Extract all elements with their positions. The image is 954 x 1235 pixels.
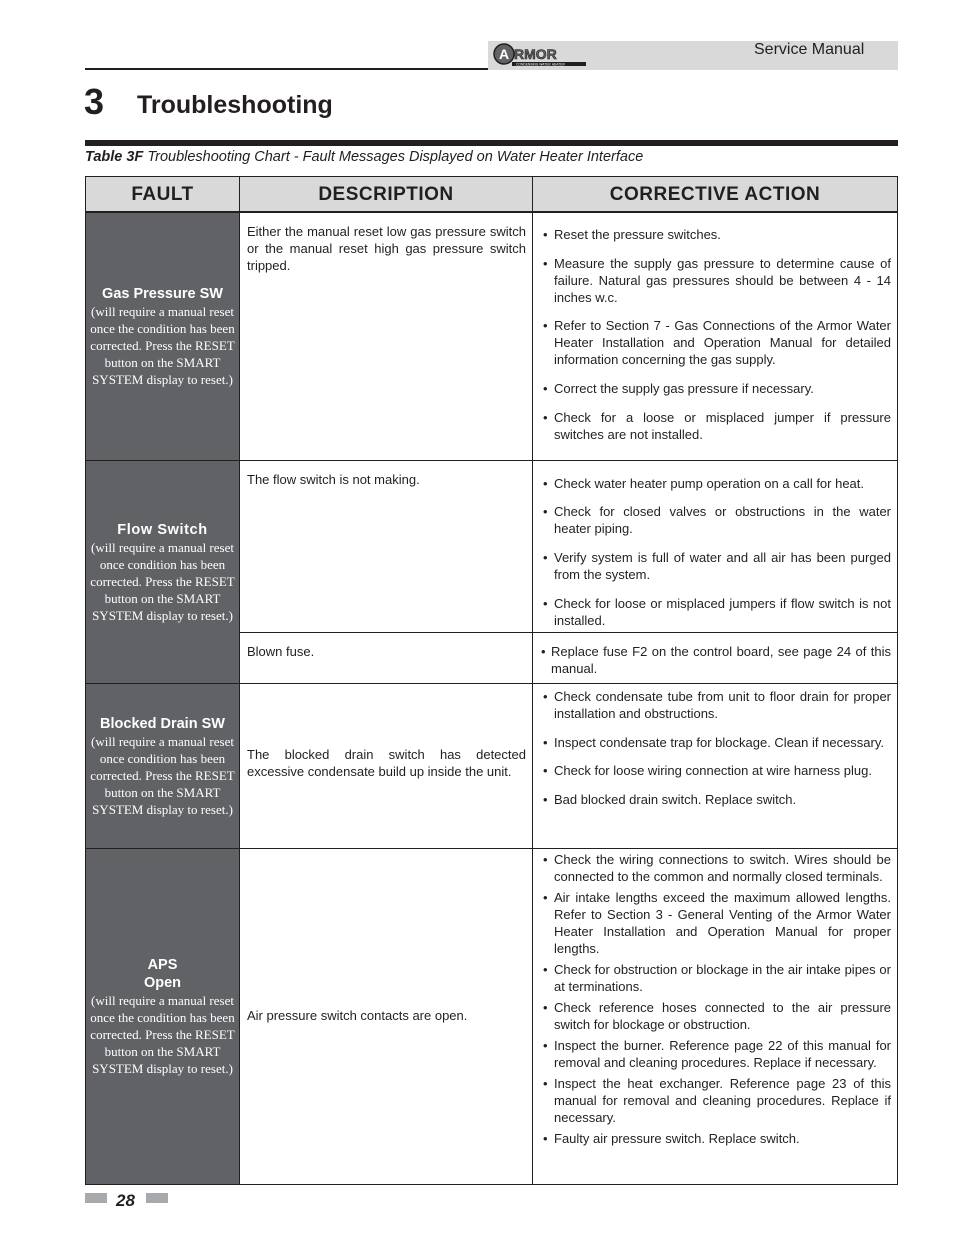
row-divider (85, 460, 898, 461)
action-item: • Check reference hoses connected to the air pressure switch for blockage or obstruction. (543, 999, 891, 1033)
column-header-fault: FAULT (86, 177, 239, 212)
fault-name: Gas Pressure SW (102, 286, 223, 302)
action-item: • Air intake lengths exceed the maximum allowed lengths. Refer to Section 3 - General Venting of the Armor Water Heater Installation and Operation Manual for proper lengths. (543, 889, 891, 957)
action-item: • Inspect the heat exchanger. Reference page 23 of this manual for removal and cleaning procedures. Replace if necessary. (543, 1075, 891, 1126)
description-cell: The flow switch is not making. (247, 472, 420, 487)
corrective-action-cell (543, 688, 891, 808)
table-border-left (85, 176, 86, 1185)
fault-name: APS (147, 957, 178, 973)
corrective-action-cell (541, 643, 891, 677)
title-rule (85, 140, 898, 146)
column-divider (532, 176, 533, 1185)
fault-name-line2: Open (143, 975, 182, 991)
description-cell: Either the manual reset low gas pressure switch or the manual reset high gas pressure switch tripped. (247, 224, 526, 273)
action-item: • Check water heater pump operation on a call for heat. (543, 475, 891, 492)
svg-text:RMOR: RMOR (514, 46, 557, 62)
fault-note: (will require a manual reset once the condition has been corrected. Press the RESET button on the SMART SYSTEM display to reset.) (90, 993, 235, 1076)
table-border-right (897, 176, 898, 1185)
action-item: • Correct the supply gas pressure if necessary. (543, 380, 891, 397)
action-item: • Inspect the burner. Reference page 22 of this manual for removal and cleaning procedures. Replace if necessary. (543, 1037, 891, 1071)
column-header-corrective-action: CORRECTIVE ACTION (533, 177, 897, 212)
fault-cell-flow-switch (86, 461, 239, 683)
action-list (543, 226, 891, 443)
action-list (541, 643, 891, 677)
description-cell: Air pressure switch contacts are open. (247, 1008, 468, 1023)
row-divider (239, 632, 898, 633)
table-caption-text: Troubleshooting Chart - Fault Messages Displayed on Water Heater Interface (147, 149, 644, 165)
description-cell: Blown fuse. (247, 644, 315, 659)
action-item: • Check for a loose or misplaced jumper if pressure switches are not installed. (543, 409, 891, 443)
action-item: • Faulty air pressure switch. Replace switch. (543, 1130, 891, 1147)
column-header-description: DESCRIPTION (240, 177, 532, 212)
action-item: • Reset the pressure switches. (543, 226, 891, 243)
description-cell: The blocked drain switch has detected excessive condensate build up inside the unit. (247, 747, 526, 779)
table-border-bottom (85, 1184, 898, 1185)
action-item: • Check for loose wiring connection at wire harness plug. (543, 762, 891, 779)
fault-note: (will require a manual reset once condition has been corrected. Press the RESET button on the SMART SYSTEM display to reset.) (90, 733, 235, 817)
fault-note: (will require a manual reset once the condition has been corrected. Press the RESET button on the SMART SYSTEM display to reset.) (90, 304, 235, 387)
armor-logo (492, 42, 588, 68)
chapter-title: Troubleshooting (137, 91, 333, 119)
corrective-action-cell (543, 475, 891, 629)
footer-bar-left (85, 1193, 107, 1203)
action-list (543, 475, 891, 629)
action-item: • Bad blocked drain switch. Replace switch. (543, 791, 891, 808)
action-list (543, 851, 891, 1147)
fault-cell-aps-open (86, 849, 239, 1184)
action-item: • Check for closed valves or obstructions in the water heater piping. (543, 503, 891, 537)
fault-note: (will require a manual reset once condition has been corrected. Press the RESET button on the SMART SYSTEM display to reset.) (90, 539, 235, 623)
action-list (543, 688, 891, 808)
table-header-divider (85, 211, 898, 213)
row-divider (85, 683, 898, 684)
chapter-number: 3 (84, 81, 105, 122)
svg-text:A: A (499, 46, 510, 62)
fault-name: Blocked Drain SW (100, 715, 225, 732)
action-item: • Inspect condensate trap for blockage. Clean if necessary. (543, 734, 891, 751)
row-divider (85, 848, 898, 849)
action-item: • Refer to Section 7 - Gas Connections of the Armor Water Heater Installation and Operation Manual for detailed information concerning the gas supply. (543, 317, 891, 368)
fault-cell-blocked-drain (86, 684, 239, 848)
action-item: • Check for loose or misplaced jumpers if flow switch is not installed. (543, 595, 891, 629)
action-item: • Check condensate tube from unit to floor drain for proper installation and obstructions. (543, 688, 891, 722)
action-item: • Verify system is full of water and all air has been purged from the system. (543, 549, 891, 583)
corrective-action-cell (543, 851, 891, 1147)
table-label: Table 3F (85, 149, 144, 165)
manual-name: Service Manual (754, 41, 865, 58)
fault-cell-gas-pressure (86, 213, 239, 460)
header-rule (85, 68, 488, 70)
action-item: • Replace fuse F2 on the control board, see page 24 of this manual. (541, 643, 891, 677)
column-divider (239, 176, 240, 1185)
fault-name: Flow Switch (117, 521, 208, 538)
corrective-action-cell (543, 226, 891, 443)
action-item: • Check the wiring connections to switch. Wires should be connected to the common and normally closed terminals. (543, 851, 891, 885)
page-number: 28 (116, 1191, 135, 1210)
action-item: • Measure the supply gas pressure to determine cause of failure. Natural gas pressures should be between 4 - 14 inches w.c. (543, 255, 891, 306)
action-item: • Check for obstruction or blockage in the air intake pipes or at terminations. (543, 961, 891, 995)
table-border-top (85, 176, 898, 177)
table-caption (85, 148, 643, 166)
footer-bar-right (146, 1193, 168, 1203)
svg-text:CONDENSING WATER HEATER: CONDENSING WATER HEATER (516, 62, 565, 67)
